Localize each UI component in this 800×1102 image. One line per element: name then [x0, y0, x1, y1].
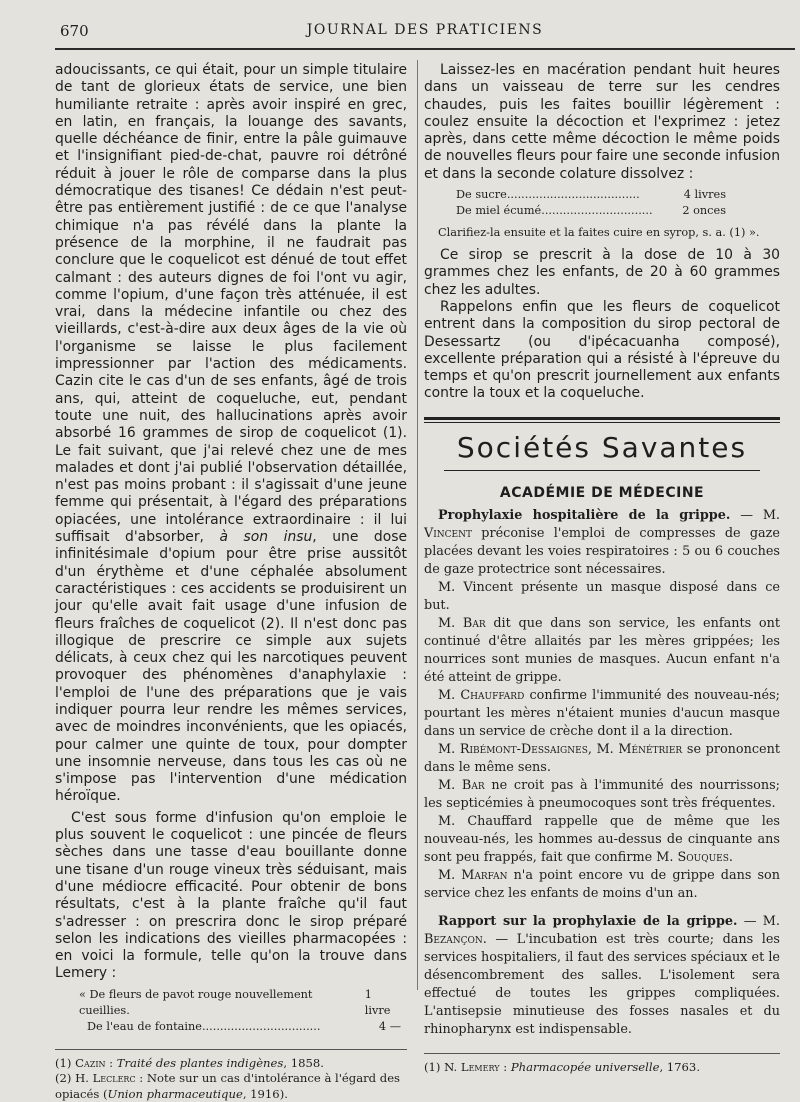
article-paragraph: M. Bar ne croit pas à l'immunité des nourrissons; les septicémies à pneumocoques sont très fréquentes. — [424, 777, 780, 811]
header-rule — [55, 48, 795, 50]
recipe-line: De miel écumé............................... 2 onces — [456, 204, 726, 218]
section-rule — [424, 422, 780, 423]
article-paragraph: Rapport sur la prophylaxie de la grippe. — M. Bezançon. — L'incubation est très courte; dans les services hospitaliers, il faut des services spéciaux et le désencombrement des salles. L'isolement sera effectué de toutes les grippes compliquées. L'antisepsie minutieuse des fosses nasales et du rhinopharynx est indispensable. — [424, 913, 780, 1037]
right-paragraph-2: Ce sirop se prescrit à la dose de 10 à 30 grammes chez les enfants, de 20 à 60 grammes chez les adultes. — [424, 247, 780, 298]
left-paragraph-2: C'est sous forme d'infusion qu'on emploie le plus souvent le coquelicot : une pincée de fleurs sèches dans une tasse d'eau bouillante donne une tisane d'un rouge vineux très séduisant, mais d'une médiocre efficacité. Pour obtenir de bons résultats, c'est à la plante fraîche qu'il faut s'adresser : on prescrira donc le sirop préparé selon les indications des vieilles pharmacopées : en voici la formule, telle qu'on la trouve dans Lemery : — [55, 809, 407, 982]
column-divider — [417, 60, 418, 990]
right-paragraph-1: Laissez-les en macération pendant huit heures dans un vaisseau de terre sur les cendres chaudes, puis les faites bouillir légèrement : coulez ensuite la décoction et l'exprimez : jetez après, dans cette même décoction le même poids de nouvelles fleurs pour faire une seconde infusion et dans la seconde colature dissolvez : — [424, 62, 780, 182]
article-paragraph: M. Vincent présente un masque disposé dans ce but. — [424, 579, 780, 613]
right-paragraph-3: Rappelons enfin que les fleurs de coquelicot entrent dans la composition du sirop pectoral de Desessartz (ou d'ipécacuanha composé), excellente préparation qui a résisté à l'épreuve du temps et qu'on prescrit journellement aux enfants contre la toux et la coqueluche. — [424, 298, 780, 402]
right-column — [424, 62, 780, 1074]
article-paragraph: M. Chauffard confirme l'immunité des nouveau-nés; pourtant les mères n'étaient munies d'aucun masque dans un service de crèche dont il a la direction. — [424, 687, 780, 739]
left-paragraph-1: adoucissants, ce qui était, pour un simple titulaire de tant de glorieux états de service, une bien humiliante retraite : après avoir inspiré en grec, en latin, en français, la louange des savants, quelle déchéance de finir, entre la pâle guimauve et l'insignifiant pied-de-chat, pauvre roi détrôné réduit à jouer le rôle de comparse dans la plus démocratique des tisanes! Ce dédain n'est peut-être pas entièrement justifié : de ce que l'analyse chimique n'a pas révélé dans la plante la présence de la morphine, il ne faudrait pas conclure que le coquelicot est dénué de tout effet calmant : des auteurs dignes de foi l'ont vu agir, comme l'opium, d'une façon très atténuée, il est vrai, dans la médecine infantile ou chez des vieillards, c'est-à-dire aux deux âges de la vie où l'organisme se laisse le plus facilement impressionner par l'action des médicaments. Cazin cite le cas d'un de ses enfants, âgé de trois ans, qui, atteint de coqueluche, eut, pendant toute une nuit, des hallucinations après avoir absorbé 16 grammes de sirop de coquelicot (1). Le fait suivant, que j'ai relevé chez une de mes malades et dont j'ai publié l'observation détaillée, n'est pas moins probant : il s'agissait d'une jeune femme qui présentait, à l'égard des préparations opiacées, une intolérance extraordinaire : il lui suffisait d'absorber, à son insu, une dose infinitésimale d'opium pour être prise aussitôt d'un érythème et d'une céphalée absolument caractéristiques : ces accidents se produisirent un jour qu'elle avait fait usage d'une infusion de fleurs fraîches de coquelicot (2). Il n'est donc pas illogique de prescrire ce simple aux sujets délicats, à ceux chez qui les narcotiques peuvent provoquer des phénomènes d'anaphylaxie : l'emploi de l'une des préparations que je vais indiquer pourra leur rendre les mêmes services, avec de moindres inconvénients, que les opiacés, pour calmer une quinte de toux, pour dompter une insomnie nerveuse, dans tous les cas où ne s'impose pas l'intervention d'une médication héroïque. — [55, 62, 408, 805]
article-paragraph: M. Chauffard rappelle que de même que les nouveau-nés, les hommes au-dessus de cinquante ans sont peu frappés, fait que confirme M. Souques. — [424, 813, 780, 865]
section-rule — [424, 417, 780, 420]
left-recipe — [79, 987, 401, 1035]
section-rule — [444, 470, 760, 471]
article-paragraph: Prophylaxie hospitalière de la grippe. — M. Vincent préconise l'emploi de compresses de gaze placées devant les voies respiratoires : 5 ou 6 couches de gaze protectrice sont nécessaires. — [424, 507, 780, 577]
right-recipe — [456, 187, 756, 219]
footnote-rule — [424, 1053, 780, 1054]
footnote-2: (2) H. Leclerc : Note sur un cas d'intolérance à l'égard des opiacés (Union pharmaceutique, 1916). — [55, 1071, 401, 1101]
recipe-line: De sucre..................................... 4 livres — [456, 188, 726, 202]
journal-title: JOURNAL DES PRATICIENS — [306, 22, 544, 38]
footnote-1: (1) Cazin : Traité des plantes indigènes, 1858. — [55, 1055, 324, 1070]
recipe-note: Clarifiez-la ensuite et la faites cuire en syrop, s. a. (1) ». — [438, 226, 760, 240]
page-header — [55, 22, 795, 44]
left-column — [55, 62, 407, 1102]
footnote-rule — [55, 1049, 407, 1050]
article-paragraph: M. Ribémont-Dessaignes, M. Ménétrier se prononcent dans le même sens. — [424, 741, 780, 775]
recipe-line: « De fleurs de pavot rouge nouvellement cueillies. 1 livre — [79, 987, 391, 1017]
left-footnotes — [55, 1056, 407, 1102]
page-number: 670 — [60, 22, 89, 40]
section-title: Sociétés Savantes — [456, 430, 748, 464]
right-footnote: (1) N. Lemery : Pharmacopée universelle, 1763. — [424, 1059, 700, 1074]
subsection-title: ACADÉMIE DE MÉDECINE — [499, 484, 705, 501]
article-paragraph: M. Bar dit que dans son service, les enfants ont continué d'être allaités par les mères grippées; les nourrices sont munies de masques. Aucun enfant n'a été atteint de grippe. — [424, 615, 780, 685]
recipe-line: De l'eau de fontaine................................. 4 — — [87, 1019, 401, 1033]
article-paragraph: M. Marfan n'a point encore vu de grippe dans son service chez les enfants de moins d'un an. — [424, 867, 781, 901]
